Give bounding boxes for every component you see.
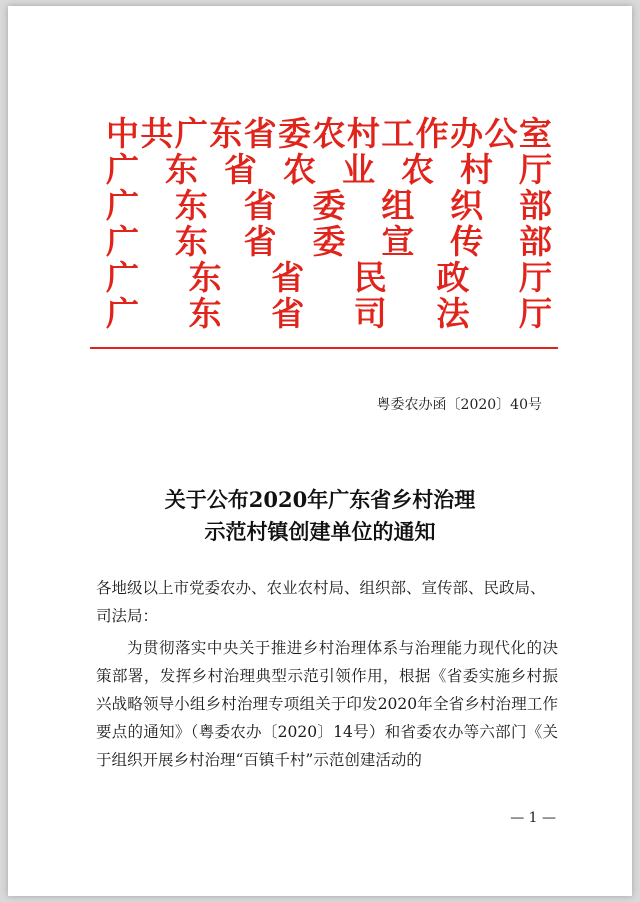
document-title-line-1: 关于公布2020年广东省乡村治理 bbox=[164, 487, 476, 512]
red-separator-line bbox=[90, 347, 558, 349]
issuer-line-5: 广 东 省 民 政 厅 bbox=[106, 258, 552, 297]
salutation: 各地级以上市党委农办、农业农村局、组织部、宣传部、民政局、司法局： bbox=[96, 579, 546, 625]
issuer-line-4: 广 东 省 委 宣 传 部 bbox=[106, 222, 552, 261]
issuer-line-2: 广 东 省 农 业 农 村 厅 bbox=[106, 150, 552, 189]
page-number: — 1 — bbox=[510, 810, 556, 826]
document-number: 粤委农办函〔2020〕40号 bbox=[376, 397, 542, 413]
issuer-header bbox=[106, 116, 552, 332]
issuer-line-1: 中 共 广 东 省 委 农 村 工 作 办 公 室 bbox=[106, 114, 552, 153]
issuer-line-6: 广 东 省 司 法 厅 bbox=[106, 294, 552, 333]
issuer-line-3: 广 东 省 委 组 织 部 bbox=[106, 186, 552, 225]
body-paragraph: 为贯彻落实中央关于推进乡村治理体系与治理能力现代化的决策部署，发挥乡村治理典型示范引领作用，根据《省委实施乡村振兴战略领导小组乡村治理专项组关于印发2020年全省乡村治理工作要点的通知》（粤委农办〔2020〕14号）和省委农办等六部门《关于组织开展乡村治理“百镇千村”示范创建活动的 bbox=[96, 639, 558, 769]
document-page bbox=[8, 6, 632, 896]
document-title-line-2: 示范村镇创建单位的通知 bbox=[204, 519, 436, 544]
